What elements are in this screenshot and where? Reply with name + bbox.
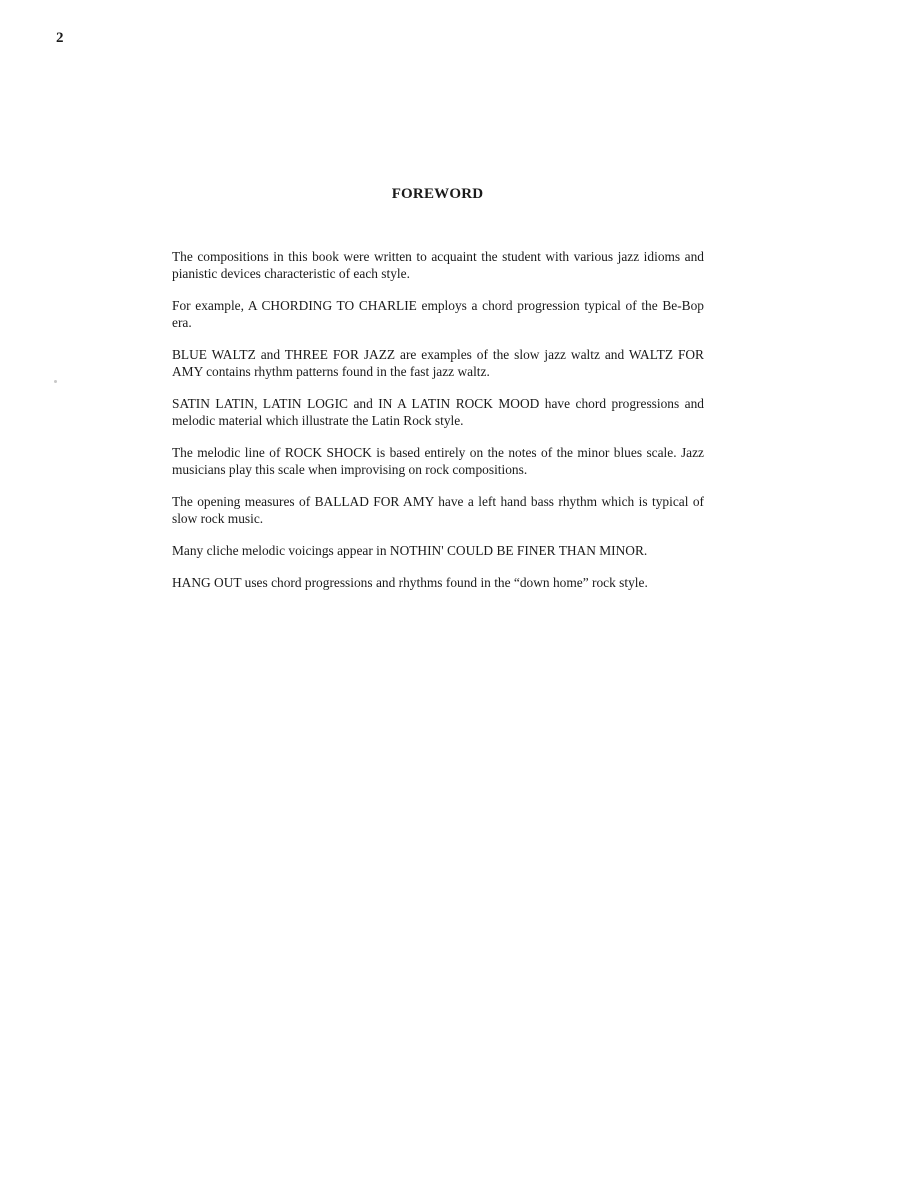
foreword-body (172, 248, 704, 606)
scan-speck (54, 380, 57, 383)
page-number: 2 (56, 30, 64, 46)
paragraph: SATIN LATIN, LATIN LOGIC and IN A LATIN ROCK MOOD have chord progressions and melodic material which illustrate the Latin Rock style. (172, 396, 704, 428)
paragraph: The opening measures of BALLAD FOR AMY have a left hand bass rhythm which is typical of slow rock music. (172, 494, 704, 526)
paragraph: BLUE WALTZ and THREE FOR JAZZ are examples of the slow jazz waltz and WALTZ FOR AMY contains rhythm patterns found in the fast jazz waltz. (172, 347, 704, 379)
paragraph: The compositions in this book were written to acquaint the student with various jazz idioms and pianistic devices characteristic of each style. (172, 249, 704, 281)
paragraph: For example, A CHORDING TO CHARLIE employs a chord progression typical of the Be-Bop era. (172, 298, 704, 330)
paragraph: HANG OUT uses chord progressions and rhythms found in the “down home” rock style. (172, 575, 648, 590)
page-title: FOREWORD (391, 186, 484, 202)
paragraph: Many cliche melodic voicings appear in NOTHIN' COULD BE FINER THAN MINOR. (172, 543, 648, 558)
paragraph: The melodic line of ROCK SHOCK is based entirely on the notes of the minor blues scale. Jazz musicians play this scale when improvising on rock compositions. (172, 445, 704, 477)
